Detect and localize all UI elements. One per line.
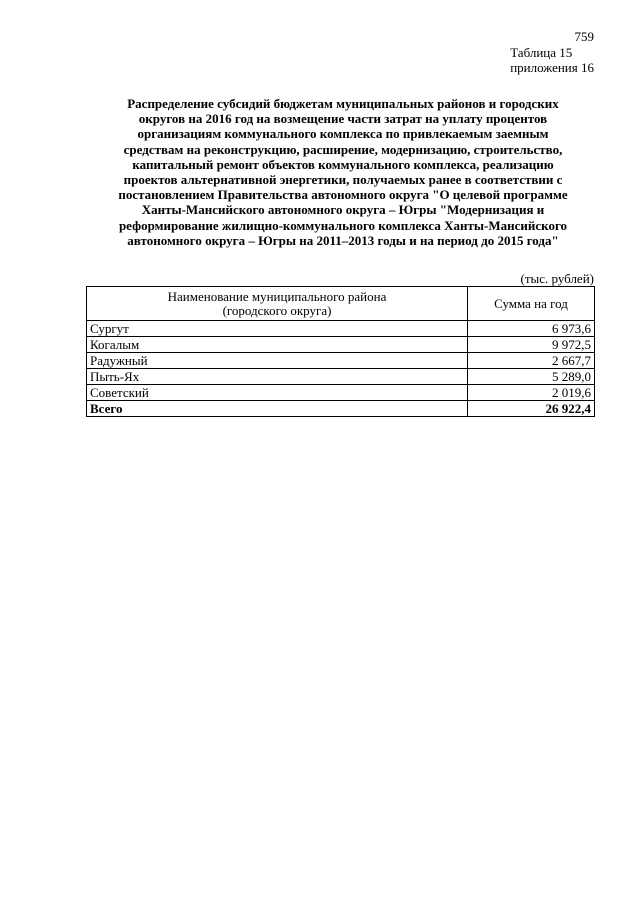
column-header-name-line1: Наименование муниципального района (167, 288, 387, 304)
column-header-name-line2: (городского округа) (222, 302, 332, 318)
title-line: автономного округа – Югры на 2011–2013 годы и на период до 2015 года" (127, 232, 559, 248)
row-name: Радужный (87, 353, 468, 369)
row-amount: 6 973,6 (468, 321, 595, 337)
column-header-name (87, 287, 468, 321)
title-line: организациям коммунального комплекса по привлекаемым заемным (137, 126, 549, 142)
table-row (87, 337, 595, 353)
table-row (87, 321, 595, 337)
table-reference-line2: приложения 16 (510, 60, 594, 75)
title-line: Распределение субсидий бюджетам муниципальных районов и городских (127, 96, 559, 111)
row-amount: 9 972,5 (468, 337, 595, 353)
total-row (87, 401, 595, 417)
row-name: Пыть-Ях (87, 369, 468, 385)
column-header-amount: Сумма на год (468, 287, 595, 321)
table-reference (510, 45, 594, 75)
subsidy-table (86, 286, 595, 417)
title-line: капитальный ремонт объектов коммунального комплекса, реализацию (132, 156, 554, 172)
row-amount: 2 667,7 (468, 353, 595, 369)
row-amount: 5 289,0 (468, 369, 595, 385)
title-line: реформирование жилищно-коммунального комплекса Ханты-Мансийского (118, 217, 568, 233)
page-number: 759 (574, 29, 594, 44)
row-name: Когалым (87, 337, 468, 353)
units-label: (тыс. рублей) (520, 271, 594, 286)
total-label: Всего (87, 401, 468, 417)
title-line: Ханты-Мансийского автономного округа – Югры "Модернизация и (141, 202, 545, 218)
row-name: Советский (87, 385, 468, 401)
table-row (87, 385, 595, 401)
table-row (87, 369, 595, 385)
row-amount: 2 019,6 (468, 385, 595, 401)
title-line: проектов альтернативной энергетики, получаемых ранее в соответствии с (123, 172, 563, 188)
total-amount: 26 922,4 (468, 401, 595, 417)
title-line: округов на 2016 год на возмещение части затрат на уплату процентов (138, 111, 548, 127)
row-name: Сургут (87, 321, 468, 337)
table-reference-line1: Таблица 15 (510, 45, 573, 60)
table-header-row (87, 287, 595, 321)
document-title (92, 96, 594, 248)
table-row (87, 353, 595, 369)
title-line: постановлением Правительства автономного округа "О целевой программе (118, 187, 568, 203)
title-line: средствам на реконструкцию, расширение, модернизацию, строительство, (123, 141, 563, 157)
